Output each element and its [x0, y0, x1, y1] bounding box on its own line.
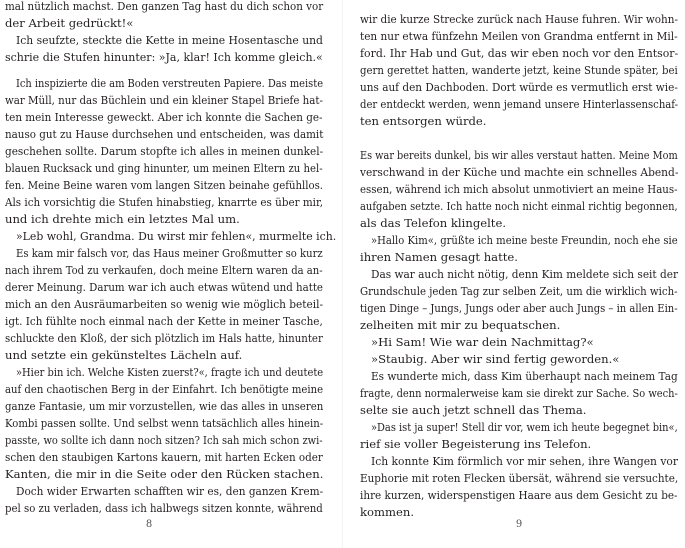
text-line: der Arbeit gedrückt!«	[5, 16, 134, 30]
text-line: pel so zu verladen, dass ich halbwegs sitzen konnte, während	[5, 501, 323, 515]
text-line: Als ich vorsichtig die Stufen hinabstieg, knarrte es über mir,	[5, 195, 324, 209]
text-line: ganze Fantasie, um mir vorzustellen, wie das alles in unseren	[5, 399, 324, 413]
text-line: und ich drehte mich ein letztes Mal um.	[5, 212, 240, 226]
text-line: ihre kurzen, widerspenstigen Haare aus dem Gesicht zu be-	[360, 488, 678, 502]
text-line: Das war auch nicht nötig, denn Kim meldete sich seit der	[371, 267, 679, 281]
text-line: passte, wo sollte ich dann noch sitzen? Ich sah mich schon zwi-	[5, 433, 323, 447]
text-line: schluckte den Kloß, der sich plötzlich im Hals hatte, hinunter	[5, 331, 323, 345]
text-line: selte sie auch jetzt schnell das Thema.	[360, 403, 587, 417]
text-line: nach ihrem Tod zu verkaufen, doch meine Eltern waren da an-	[5, 263, 323, 277]
text-line: geschehen sollte. Darum stopfte ich alles in meinen dunkel-	[5, 144, 324, 158]
text-line: tigen Dinge – Jungs, Jungs oder aber auch Jungs – in allen Ein-	[360, 301, 678, 315]
text-line: rief sie voller Begeisterung ins Telefon.	[360, 437, 592, 451]
page-number: 8	[145, 519, 153, 530]
text-line: schen den staubigen Kartons kauern, mit harten Ecken oder	[5, 450, 323, 464]
text-line: Ich inspizierte die am Boden verstreuten Papiere. Das meiste	[16, 76, 324, 90]
text-line: kommen.	[360, 505, 415, 519]
text-line: gern gerettet hatten, wanderte jetzt, keine Stunde später, bei	[360, 63, 678, 77]
text-line: auf den chaotischen Berg in der Einfahrt. Ich benötigte meine	[5, 382, 324, 396]
text-line: wir die kurze Strecke zurück nach Hause fuhren. Wir wohn-	[360, 12, 678, 26]
text-line: ford. Ihr Hab und Gut, das wir eben noch vor den Entsor-	[360, 46, 679, 60]
text-line: und setzte ein gekünsteltes Lächeln auf.	[5, 348, 243, 362]
text-line: fen. Meine Beine waren vom langen Sitzen beinahe gefühllos.	[5, 178, 324, 192]
text-line: Es kam mir falsch vor, das Haus meiner Großmutter so kurz	[16, 246, 323, 260]
text-line: derer Meinung. Darum war ich auch etwas wütend und hatte	[5, 280, 323, 294]
page-number: 9	[515, 519, 523, 530]
left-page	[0, 0, 342, 548]
text-line: aufgaben setzte. Ich hatte noch nicht einmal richtig begonnen,	[360, 199, 678, 213]
text-line: »Hallo Kim«, grüßte ich meine beste Freundin, noch ehe sie	[371, 233, 678, 247]
text-line: Es war bereits dunkel, bis wir alles verstaut hatten. Meine Mom	[360, 148, 678, 162]
text-line: ihren Namen gesagt hatte.	[360, 250, 518, 264]
text-line: mal nützlich machst. Den ganzen Tag hast du dich schon vor	[5, 0, 324, 13]
text-line: Kombi passen sollte. Und selbst wenn tatsächlich alles hinein-	[5, 416, 324, 430]
text-line: der entdeckt werden, wenn jemand unsere Hinterlassenschaf-	[360, 97, 679, 111]
text-line: als das Telefon klingelte.	[360, 216, 507, 230]
text-line: mich an den Ausräumarbeiten so wenig wie möglich beteil-	[5, 297, 324, 311]
text-line: Es wunderte mich, dass Kim überhaupt nach meinem Tag	[371, 369, 678, 383]
text-line: verschwand in der Küche und machte ein schnelles Abend-	[360, 165, 679, 179]
text-line: Kanten, die mir in die Seite oder den Rücken stachen.	[5, 467, 324, 481]
text-line: »Das ist ja super! Stell dir vor, wem ich heute begegnet bin«,	[371, 420, 678, 434]
text-line: »Leb wohl, Grandma. Du wirst mir fehlen«, murmelte ich.	[16, 229, 337, 243]
text-line: ten entsorgen würde.	[360, 114, 487, 128]
text-line: »Hi Sam! Wie war dein Nachmittag?«	[371, 335, 594, 349]
text-line: »Hier bin ich. Welche Kisten zuerst?«, fragte ich und deutete	[16, 365, 324, 379]
text-line: uns auf den Dachboden. Dort würde es vermutlich erst wie-	[360, 80, 678, 94]
text-line: war Müll, nur das Büchlein und ein kleiner Stapel Briefe hat-	[5, 93, 323, 107]
text-line: ten mein Interesse geweckt. Aber ich konnte die Sachen ge-	[5, 110, 323, 124]
text-line: nauso gut zu Hause durchsehen und entscheiden, was damit	[5, 127, 324, 141]
right-page	[343, 0, 685, 548]
text-line: blauen Rucksack und ging hinunter, um meinen Eltern zu hel-	[5, 161, 323, 175]
text-line: fragte, denn normalerweise kam sie direkt zur Sache. So wech-	[360, 386, 678, 400]
text-line: »Staubig. Aber wir sind fertig geworden.«	[371, 352, 620, 366]
text-line: essen, während ich mich absolut unmotiviert an meine Haus-	[360, 182, 678, 196]
text-line: Ich konnte Kim förmlich vor mir sehen, ihre Wangen vor	[371, 454, 679, 468]
text-line: igt. Ich fühlte noch einmal nach der Kette in meiner Tasche,	[5, 314, 323, 328]
text-line: ten nur etwa fünfzehn Meilen von Grandma entfernt in Mil-	[360, 29, 678, 43]
text-line: Euphorie mit roten Flecken übersät, während sie versuchte,	[360, 471, 679, 485]
text-line: Ich seufzte, steckte die Kette in meine Hosentasche und	[16, 33, 323, 47]
text-line: Grundschule jeden Tag zur selben Zeit, um die wirklich wich-	[360, 284, 678, 298]
text-line: zelheiten mit mir zu bequatschen.	[360, 318, 561, 332]
text-line: schrie die Stufen hinunter: »Ja, klar! Ich komme gleich.«	[5, 50, 323, 64]
text-line: Doch wider Erwarten schafften wir es, den ganzen Krem-	[16, 484, 324, 498]
